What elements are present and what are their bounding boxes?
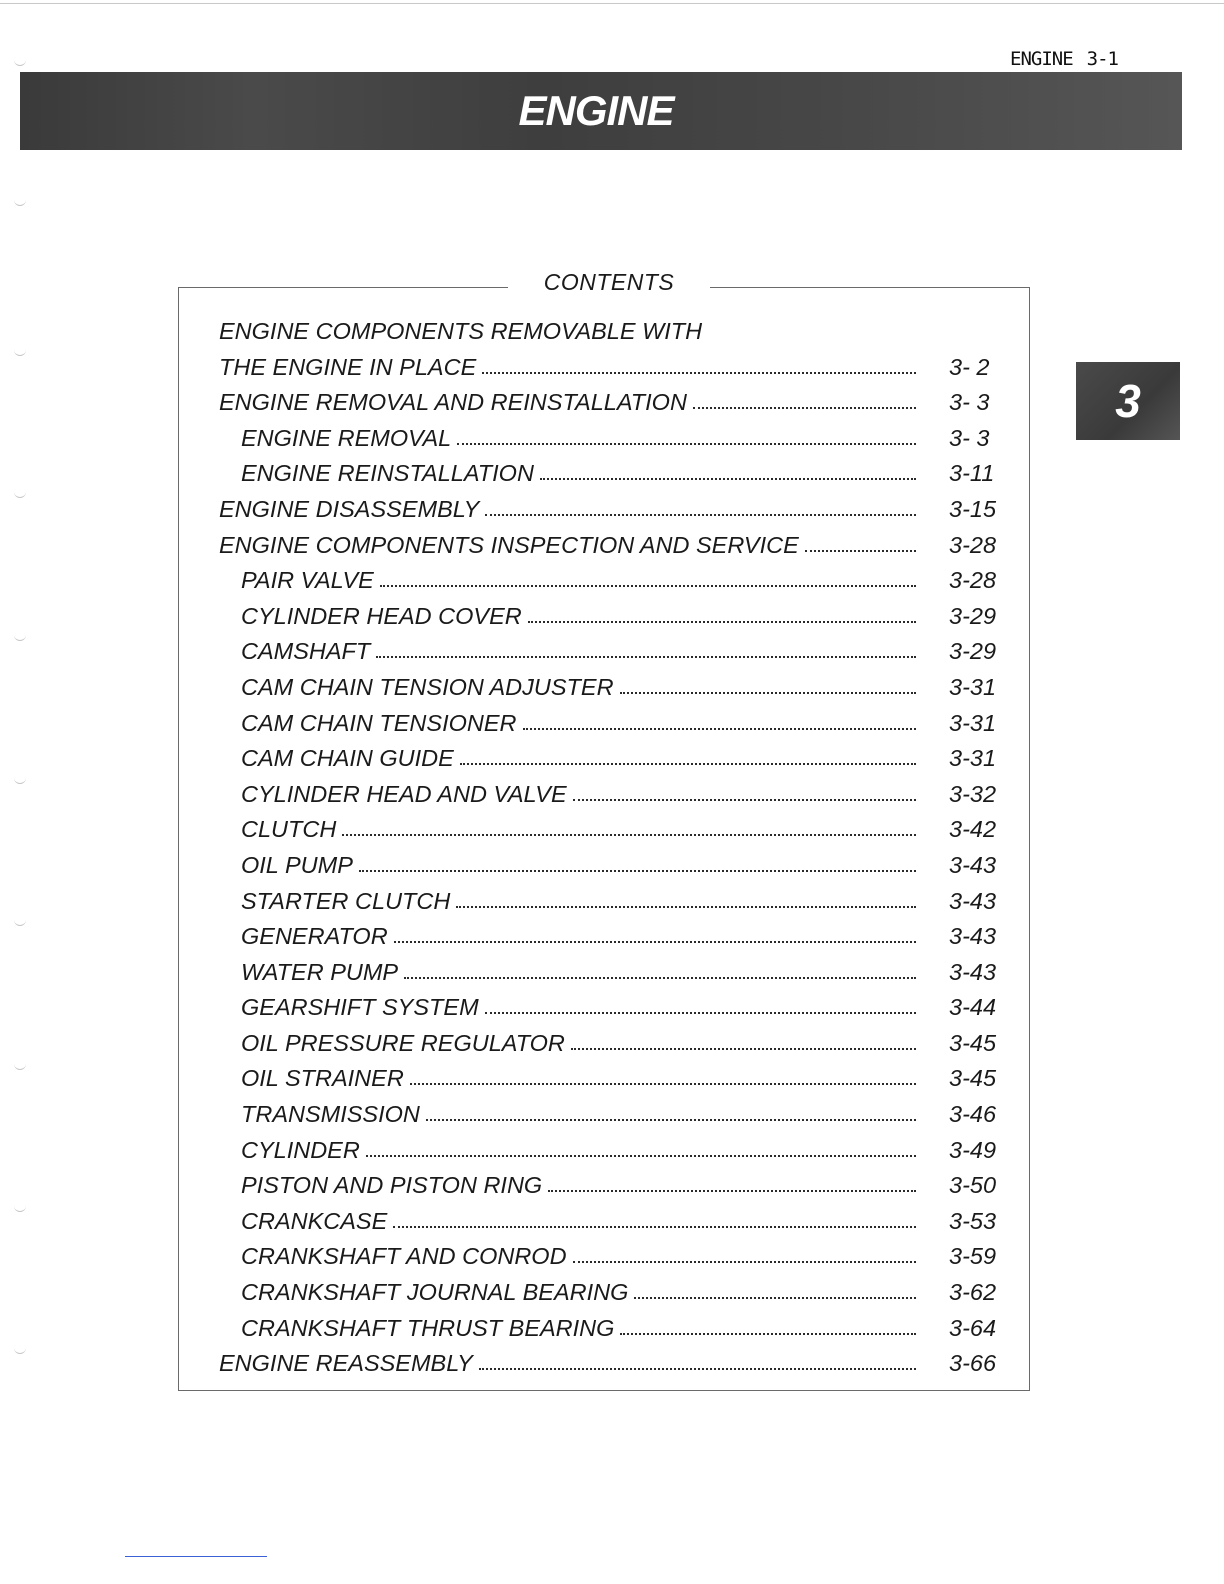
toc-entry-page: 3- 3 — [949, 389, 990, 416]
toc-entry-title: CAM CHAIN GUIDE — [241, 745, 454, 772]
toc-entry-title: GENERATOR — [241, 923, 388, 950]
toc-entry[interactable] — [219, 634, 1009, 670]
toc-entry[interactable] — [219, 670, 1009, 706]
toc-entry-page: 3-29 — [949, 602, 997, 629]
dot-leader — [426, 1111, 916, 1121]
dot-leader — [479, 1360, 916, 1370]
toc-entry-title: CRANKSHAFT THRUST BEARING — [241, 1314, 615, 1341]
toc-entry[interactable] — [219, 456, 1009, 492]
top-rule — [0, 3, 1224, 4]
dot-leader — [380, 577, 916, 587]
toc-entry[interactable] — [219, 1346, 1009, 1382]
toc-entry-page: 3-31 — [949, 745, 997, 772]
dot-leader — [404, 969, 916, 979]
toc-entry-page: 3-64 — [949, 1314, 997, 1341]
toc-entry-title: CYLINDER HEAD AND VALVE — [241, 780, 567, 807]
toc-entry-title: ENGINE REMOVAL AND REINSTALLATION — [219, 389, 687, 416]
toc-entry[interactable] — [219, 1239, 1009, 1275]
toc-entry[interactable] — [219, 706, 1009, 742]
dot-leader — [393, 1218, 916, 1228]
toc-entry[interactable] — [219, 492, 1009, 528]
toc-entry-title: ENGINE REASSEMBLY — [219, 1350, 473, 1377]
toc-entry-title: CAM CHAIN TENSIONER — [241, 709, 517, 736]
toc-entry-title: ENGINE COMPONENTS INSPECTION AND SERVICE — [219, 531, 799, 558]
toc-entry[interactable] — [219, 741, 1009, 777]
dot-leader — [523, 720, 917, 730]
dot-leader — [457, 435, 916, 445]
toc-entry-page: 3-31 — [949, 673, 997, 700]
toc-entry-page: 3-42 — [949, 816, 997, 843]
dot-leader — [540, 470, 916, 480]
dot-leader — [620, 684, 916, 694]
toc-entry-page: 3-50 — [949, 1172, 997, 1199]
toc-entry-page: 3-31 — [949, 709, 997, 736]
toc-entry-title: CAMSHAFT — [241, 638, 371, 665]
toc-entry-title: TRANSMISSION — [241, 1101, 420, 1128]
dot-leader — [634, 1289, 916, 1299]
dot-leader — [460, 755, 916, 765]
dot-leader — [482, 364, 916, 374]
toc-entry-title: CRANKSHAFT JOURNAL BEARING — [241, 1279, 629, 1306]
dot-leader — [366, 1147, 916, 1157]
toc-entry[interactable] — [219, 1311, 1009, 1347]
toc-entry-title: GEARSHIFT SYSTEM — [241, 994, 479, 1021]
toc-entry-page: 3-49 — [949, 1136, 997, 1163]
toc-entry-title: STARTER CLUTCH — [241, 887, 451, 914]
toc-entry-page: 3-43 — [949, 958, 997, 985]
toc-entry-title: ENGINE REINSTALLATION — [241, 460, 534, 487]
dot-leader — [528, 613, 916, 623]
dot-leader — [456, 898, 916, 908]
dot-leader — [805, 542, 916, 552]
toc-entry[interactable] — [219, 884, 1009, 920]
bottom-rule — [125, 1556, 267, 1557]
toc-entry-page: 3-43 — [949, 887, 997, 914]
chapter-title: ENGINE — [518, 87, 674, 134]
dot-leader — [573, 1253, 916, 1263]
toc-entry-title: ENGINE DISASSEMBLY — [219, 495, 480, 522]
toc-entry-title: PAIR VALVE — [241, 567, 374, 594]
dot-leader — [571, 1040, 916, 1050]
toc-entry-page: 3-45 — [949, 1065, 997, 1092]
chapter-title-band — [20, 72, 1182, 150]
toc-entry-title: ENGINE COMPONENTS REMOVABLE WITH — [219, 318, 703, 344]
toc-entry-page: 3-46 — [949, 1101, 997, 1128]
dot-leader — [573, 791, 916, 801]
toc-entry[interactable] — [219, 1061, 1009, 1097]
toc-entry-title: CAM CHAIN TENSION ADJUSTER — [241, 673, 614, 700]
toc-entry[interactable] — [219, 848, 1009, 884]
toc-entry[interactable] — [219, 350, 1009, 386]
toc-entry[interactable] — [219, 990, 1009, 1026]
toc-entry-title: CYLINDER HEAD COVER — [241, 602, 522, 629]
dot-leader — [394, 933, 916, 943]
toc-entry[interactable] — [219, 1204, 1009, 1240]
toc-entry[interactable] — [219, 955, 1009, 991]
dot-leader — [620, 1325, 916, 1335]
toc-entry-page: 3-28 — [949, 567, 997, 594]
toc-entry[interactable] — [219, 1026, 1009, 1062]
toc-entry[interactable] — [219, 421, 1009, 457]
dot-leader — [342, 826, 916, 836]
toc-entry-title: CYLINDER — [241, 1136, 360, 1163]
contents-heading: CONTENTS — [508, 269, 710, 296]
toc-entry-title: ENGINE REMOVAL — [241, 424, 452, 451]
dot-leader — [485, 506, 916, 516]
toc-entry-title: PISTON AND PISTON RING — [241, 1172, 543, 1199]
toc-entry[interactable] — [219, 1097, 1009, 1133]
toc-entry-title: CRANKSHAFT AND CONROD — [241, 1243, 567, 1270]
toc-entry[interactable] — [219, 1275, 1009, 1311]
table-of-contents — [219, 314, 1009, 1382]
toc-entry-page: 3- 3 — [949, 424, 990, 451]
toc-entry[interactable] — [219, 1133, 1009, 1169]
toc-entry-page: 3-11 — [949, 460, 995, 487]
toc-entry[interactable] — [219, 563, 1009, 599]
dot-leader — [359, 862, 916, 872]
toc-entry[interactable] — [219, 528, 1009, 564]
toc-entry-title: CRANKCASE — [241, 1207, 388, 1234]
dot-leader — [485, 1004, 916, 1014]
toc-entry[interactable] — [219, 919, 1009, 955]
toc-entry-page: 3-43 — [949, 851, 997, 878]
toc-entry-page: 3-66 — [949, 1350, 997, 1377]
section-tab-number: 3 — [1115, 375, 1141, 427]
running-header-page: 3-1 — [1086, 48, 1118, 70]
section-tab — [1076, 362, 1180, 440]
toc-entry-title: OIL PUMP — [241, 851, 353, 878]
toc-entry[interactable] — [219, 777, 1009, 813]
toc-entry-title: THE ENGINE IN PLACE — [219, 353, 477, 380]
dot-leader — [548, 1182, 916, 1192]
toc-entry-page: 3-15 — [949, 495, 997, 522]
binding-marks — [14, 60, 34, 1380]
toc-entry[interactable] — [219, 812, 1009, 848]
toc-entry-page: 3-43 — [949, 923, 997, 950]
toc-entry[interactable] — [219, 1168, 1009, 1204]
toc-entry-title: WATER PUMP — [241, 958, 399, 985]
toc-entry-page: 3-53 — [949, 1207, 997, 1234]
toc-entry[interactable] — [219, 599, 1009, 635]
toc-entry[interactable] — [219, 314, 1009, 350]
toc-entry-title: OIL STRAINER — [241, 1065, 404, 1092]
toc-entry-page: 3-44 — [949, 994, 997, 1021]
toc-entry-title: OIL PRESSURE REGULATOR — [241, 1029, 565, 1056]
dot-leader — [410, 1075, 916, 1085]
dot-leader — [693, 399, 916, 409]
toc-entry-page: 3-32 — [949, 780, 997, 807]
toc-entry-page: 3-62 — [949, 1279, 997, 1306]
dot-leader — [376, 648, 916, 658]
toc-entry-page: 3- 2 — [949, 353, 990, 380]
toc-entry-page: 3-59 — [949, 1243, 997, 1270]
toc-entry-page: 3-29 — [949, 638, 997, 665]
running-header — [1010, 48, 1118, 70]
toc-entry-page: 3-28 — [949, 531, 997, 558]
running-header-section: ENGINE — [1010, 48, 1073, 70]
toc-entry[interactable] — [219, 385, 1009, 421]
toc-entry-page: 3-45 — [949, 1029, 997, 1056]
toc-entry-title: CLUTCH — [241, 816, 337, 843]
